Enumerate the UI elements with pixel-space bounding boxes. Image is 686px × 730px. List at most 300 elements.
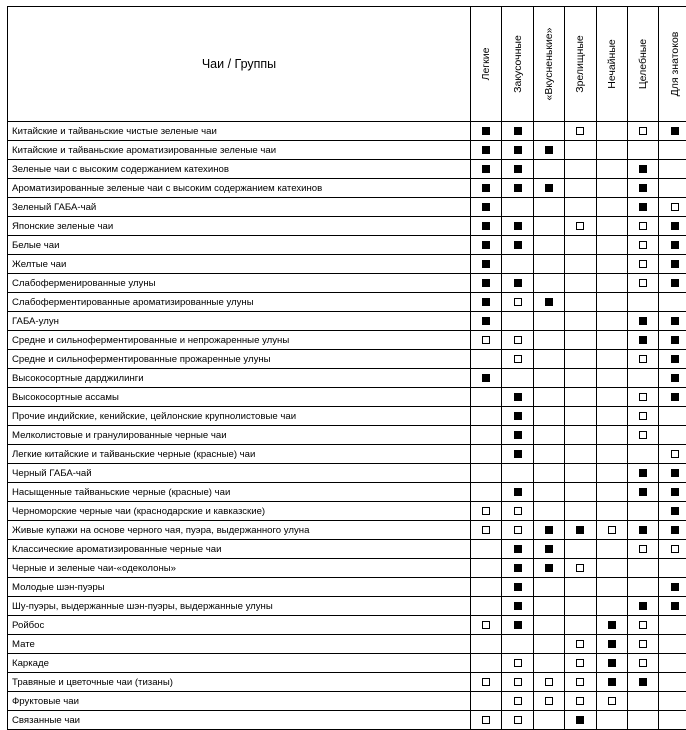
mark-cell [659, 160, 686, 179]
mark-cell [627, 217, 658, 236]
filled-square-icon [514, 431, 522, 439]
mark-cell [502, 521, 533, 540]
mark-cell [627, 654, 658, 673]
mark-cell [627, 407, 658, 426]
filled-square-icon [671, 393, 679, 401]
tea-name-cell: ГАБА-улун [8, 312, 471, 331]
table-row [8, 578, 686, 597]
mark-cell [502, 388, 533, 407]
header-row [8, 7, 686, 122]
mark-cell [565, 160, 596, 179]
table-row [8, 635, 686, 654]
table-row [8, 559, 686, 578]
mark-cell [533, 502, 564, 521]
empty-square-icon [576, 222, 584, 230]
mark-cell [659, 464, 686, 483]
table-row [8, 255, 686, 274]
mark-cell [565, 711, 596, 730]
mark-cell [502, 597, 533, 616]
filled-square-icon [482, 317, 490, 325]
mark-cell [659, 616, 686, 635]
empty-square-icon [639, 412, 647, 420]
filled-square-icon [482, 241, 490, 249]
mark-cell [502, 179, 533, 198]
column-header [627, 7, 658, 122]
mark-cell [502, 369, 533, 388]
column-header-label: Нечайные [606, 39, 618, 88]
mark-cell [596, 464, 627, 483]
empty-square-icon [545, 678, 553, 686]
empty-square-icon [576, 127, 584, 135]
mark-cell [502, 198, 533, 217]
mark-cell [502, 217, 533, 236]
filled-square-icon [514, 412, 522, 420]
mark-cell [627, 426, 658, 445]
mark-cell [596, 445, 627, 464]
mark-cell [502, 635, 533, 654]
tea-name-cell: Желтые чаи [8, 255, 471, 274]
mark-cell [471, 312, 502, 331]
tea-group-table [7, 6, 686, 730]
mark-cell [471, 597, 502, 616]
table-row [8, 369, 686, 388]
mark-cell [533, 445, 564, 464]
column-header [565, 7, 596, 122]
mark-cell [565, 464, 596, 483]
filled-square-icon [639, 488, 647, 496]
mark-cell [471, 217, 502, 236]
mark-cell [471, 426, 502, 445]
column-header-label: Для знатоков [669, 32, 681, 97]
mark-cell [659, 122, 686, 141]
mark-cell [533, 635, 564, 654]
mark-cell [502, 312, 533, 331]
mark-cell [659, 141, 686, 160]
mark-cell [565, 388, 596, 407]
mark-cell [533, 407, 564, 426]
mark-cell [502, 236, 533, 255]
empty-square-icon [576, 640, 584, 648]
table-row [8, 331, 686, 350]
filled-square-icon [576, 526, 584, 534]
mark-cell [533, 179, 564, 198]
table-row [8, 502, 686, 521]
mark-cell [596, 692, 627, 711]
empty-square-icon [576, 678, 584, 686]
empty-square-icon [639, 222, 647, 230]
filled-square-icon [514, 450, 522, 458]
empty-square-icon [639, 355, 647, 363]
mark-cell [659, 407, 686, 426]
mark-cell [659, 312, 686, 331]
mark-cell [565, 179, 596, 198]
mark-cell [471, 293, 502, 312]
empty-square-icon [639, 659, 647, 667]
empty-square-icon [514, 507, 522, 515]
mark-cell [502, 540, 533, 559]
mark-cell [471, 673, 502, 692]
tea-name-cell: Ароматизированные зеленые чаи с высоким содержанием катехинов [8, 179, 471, 198]
mark-cell [471, 578, 502, 597]
mark-cell [565, 521, 596, 540]
mark-cell [596, 426, 627, 445]
filled-square-icon [514, 583, 522, 591]
mark-cell [533, 198, 564, 217]
mark-cell [533, 654, 564, 673]
mark-cell [596, 141, 627, 160]
column-header [533, 7, 564, 122]
tea-name-cell: Зеленый ГАБА-чай [8, 198, 471, 217]
empty-square-icon [514, 678, 522, 686]
mark-cell [596, 559, 627, 578]
mark-cell [502, 654, 533, 673]
mark-cell [502, 559, 533, 578]
mark-cell [627, 692, 658, 711]
tea-name-cell: Высокосортные дарджилинги [8, 369, 471, 388]
filled-square-icon [514, 165, 522, 173]
mark-cell [627, 502, 658, 521]
mark-cell [565, 141, 596, 160]
empty-square-icon [639, 127, 647, 135]
table-row [8, 464, 686, 483]
filled-square-icon [671, 488, 679, 496]
mark-cell [565, 578, 596, 597]
mark-cell [502, 711, 533, 730]
filled-square-icon [608, 640, 616, 648]
mark-cell [533, 483, 564, 502]
filled-square-icon [671, 374, 679, 382]
tea-name-cell: Насыщенные тайваньские черные (красные) чаи [8, 483, 471, 502]
mark-cell [596, 255, 627, 274]
filled-square-icon [514, 279, 522, 287]
mark-cell [471, 350, 502, 369]
mark-cell [533, 122, 564, 141]
mark-cell [596, 407, 627, 426]
filled-square-icon [482, 260, 490, 268]
tea-name-cell: Высокосортные ассамы [8, 388, 471, 407]
mark-cell [533, 388, 564, 407]
mark-cell [471, 179, 502, 198]
mark-cell [627, 160, 658, 179]
empty-square-icon [671, 203, 679, 211]
filled-square-icon [482, 184, 490, 192]
mark-cell [596, 711, 627, 730]
mark-cell [533, 160, 564, 179]
filled-square-icon [671, 469, 679, 477]
filled-square-icon [545, 146, 553, 154]
mark-cell [659, 274, 686, 293]
mark-cell [533, 236, 564, 255]
tea-name-cell: Черные и зеленые чаи-«одеколоны» [8, 559, 471, 578]
mark-cell [502, 673, 533, 692]
mark-cell [659, 654, 686, 673]
tea-name-cell: Зеленые чаи с высоким содержанием катехинов [8, 160, 471, 179]
mark-cell [533, 274, 564, 293]
mark-cell [533, 141, 564, 160]
filled-square-icon [514, 602, 522, 610]
filled-square-icon [514, 488, 522, 496]
empty-square-icon [639, 260, 647, 268]
filled-square-icon [671, 336, 679, 344]
filled-square-icon [514, 184, 522, 192]
empty-square-icon [671, 450, 679, 458]
mark-cell [627, 540, 658, 559]
mark-cell [596, 521, 627, 540]
mark-cell [596, 635, 627, 654]
tea-name-cell: Китайские и тайваньские ароматизированные зеленые чаи [8, 141, 471, 160]
mark-cell [471, 692, 502, 711]
mark-cell [502, 255, 533, 274]
mark-cell [471, 559, 502, 578]
mark-cell [533, 521, 564, 540]
mark-cell [565, 198, 596, 217]
empty-square-icon [671, 545, 679, 553]
empty-square-icon [639, 545, 647, 553]
tea-name-cell: Травяные и цветочные чаи (тизаны) [8, 673, 471, 692]
mark-cell [565, 502, 596, 521]
column-header [471, 7, 502, 122]
empty-square-icon [639, 241, 647, 249]
mark-cell [502, 578, 533, 597]
mark-cell [565, 369, 596, 388]
filled-square-icon [514, 621, 522, 629]
mark-cell [502, 407, 533, 426]
mark-cell [596, 160, 627, 179]
mark-cell [627, 179, 658, 198]
filled-square-icon [482, 146, 490, 154]
mark-cell [627, 331, 658, 350]
mark-cell [596, 179, 627, 198]
mark-cell [533, 597, 564, 616]
mark-cell [565, 312, 596, 331]
mark-cell [471, 616, 502, 635]
filled-square-icon [639, 678, 647, 686]
table-row [8, 236, 686, 255]
mark-cell [533, 255, 564, 274]
filled-square-icon [576, 716, 584, 724]
table-row [8, 160, 686, 179]
filled-square-icon [671, 260, 679, 268]
filled-square-icon [639, 203, 647, 211]
table-row [8, 673, 686, 692]
filled-square-icon [639, 317, 647, 325]
mark-cell [627, 122, 658, 141]
mark-cell [627, 521, 658, 540]
empty-square-icon [482, 526, 490, 534]
filled-square-icon [514, 222, 522, 230]
mark-cell [471, 141, 502, 160]
mark-cell [596, 483, 627, 502]
mark-cell [596, 350, 627, 369]
empty-square-icon [514, 336, 522, 344]
table-row [8, 597, 686, 616]
table-row [8, 692, 686, 711]
mark-cell [533, 312, 564, 331]
mark-cell [596, 198, 627, 217]
filled-square-icon [639, 526, 647, 534]
mark-cell [471, 122, 502, 141]
empty-square-icon [545, 697, 553, 705]
table-row [8, 426, 686, 445]
mark-cell [533, 616, 564, 635]
filled-square-icon [671, 526, 679, 534]
mark-cell [471, 255, 502, 274]
mark-cell [565, 559, 596, 578]
mark-cell [502, 426, 533, 445]
mark-cell [596, 217, 627, 236]
column-header-label: Легкие [480, 48, 492, 81]
mark-cell [596, 616, 627, 635]
filled-square-icon [671, 507, 679, 515]
mark-cell [471, 635, 502, 654]
filled-square-icon [671, 127, 679, 135]
mark-cell [565, 331, 596, 350]
tea-name-cell: Средне и сильноферментированные прожаренные улуны [8, 350, 471, 369]
filled-square-icon [639, 469, 647, 477]
empty-square-icon [608, 697, 616, 705]
tea-name-cell: Слабоферменированные улуны [8, 274, 471, 293]
mark-cell [471, 654, 502, 673]
column-header [502, 7, 533, 122]
tea-name-cell: Фруктовые чаи [8, 692, 471, 711]
mark-cell [627, 445, 658, 464]
tea-name-cell: Молодые шэн-пуэры [8, 578, 471, 597]
empty-square-icon [514, 298, 522, 306]
mark-cell [659, 445, 686, 464]
mark-cell [565, 654, 596, 673]
mark-cell [596, 502, 627, 521]
tea-name-cell: Ройбос [8, 616, 471, 635]
mark-cell [533, 711, 564, 730]
mark-cell [565, 445, 596, 464]
empty-square-icon [482, 716, 490, 724]
filled-square-icon [482, 222, 490, 230]
mark-cell [471, 464, 502, 483]
mark-cell [565, 616, 596, 635]
empty-square-icon [514, 355, 522, 363]
filled-square-icon [671, 279, 679, 287]
mark-cell [627, 255, 658, 274]
mark-cell [502, 483, 533, 502]
mark-cell [596, 369, 627, 388]
filled-square-icon [608, 678, 616, 686]
mark-cell [659, 540, 686, 559]
mark-cell [627, 559, 658, 578]
table-row [8, 312, 686, 331]
table-row [8, 407, 686, 426]
mark-cell [596, 312, 627, 331]
tea-name-cell: Связанные чаи [8, 711, 471, 730]
mark-cell [471, 483, 502, 502]
mark-cell [627, 236, 658, 255]
mark-cell [596, 540, 627, 559]
mark-cell [627, 616, 658, 635]
mark-cell [533, 692, 564, 711]
mark-cell [533, 540, 564, 559]
filled-square-icon [671, 355, 679, 363]
mark-cell [659, 597, 686, 616]
column-header-label: Целебные [637, 39, 649, 89]
mark-cell [533, 293, 564, 312]
mark-cell [565, 274, 596, 293]
mark-cell [471, 160, 502, 179]
empty-square-icon [639, 393, 647, 401]
mark-cell [502, 464, 533, 483]
filled-square-icon [671, 317, 679, 325]
empty-square-icon [482, 507, 490, 515]
column-header-label: Зрелищные [574, 35, 586, 93]
mark-cell [565, 426, 596, 445]
mark-cell [627, 464, 658, 483]
empty-square-icon [514, 697, 522, 705]
mark-cell [502, 331, 533, 350]
mark-cell [659, 198, 686, 217]
mark-cell [502, 692, 533, 711]
tea-name-cell: Китайские и тайваньские чистые зеленые чаи [8, 122, 471, 141]
mark-cell [471, 236, 502, 255]
table-body [8, 122, 686, 730]
filled-square-icon [514, 127, 522, 135]
mark-cell [627, 141, 658, 160]
tea-name-cell: Мелколистовые и гранулированные черные чаи [8, 426, 471, 445]
mark-cell [471, 198, 502, 217]
mark-cell [627, 673, 658, 692]
mark-cell [659, 331, 686, 350]
filled-square-icon [608, 621, 616, 629]
table-row [8, 217, 686, 236]
table-row [8, 483, 686, 502]
mark-cell [659, 502, 686, 521]
mark-cell [627, 597, 658, 616]
empty-square-icon [608, 526, 616, 534]
filled-square-icon [671, 241, 679, 249]
mark-cell [502, 274, 533, 293]
corner-header: Чаи / Группы [8, 7, 471, 122]
mark-cell [627, 274, 658, 293]
empty-square-icon [639, 279, 647, 287]
column-header-label: Закусочные [512, 35, 524, 93]
mark-cell [659, 388, 686, 407]
filled-square-icon [545, 545, 553, 553]
mark-cell [533, 426, 564, 445]
mark-cell [659, 350, 686, 369]
mark-cell [533, 350, 564, 369]
tea-name-cell: Мате [8, 635, 471, 654]
filled-square-icon [671, 583, 679, 591]
tea-name-cell: Прочие индийские, кенийские, цейлонские крупнолистовые чаи [8, 407, 471, 426]
mark-cell [596, 654, 627, 673]
table-row [8, 445, 686, 464]
filled-square-icon [514, 393, 522, 401]
mark-cell [659, 426, 686, 445]
tea-name-cell: Слабоферментированные ароматизированные улуны [8, 293, 471, 312]
mark-cell [502, 350, 533, 369]
tea-name-cell: Шу-пуэры, выдержанные шэн-пуэры, выдержанные улуны [8, 597, 471, 616]
mark-cell [533, 217, 564, 236]
mark-cell [596, 274, 627, 293]
table-row [8, 179, 686, 198]
mark-cell [565, 483, 596, 502]
mark-cell [533, 331, 564, 350]
mark-cell [596, 673, 627, 692]
filled-square-icon [545, 184, 553, 192]
mark-cell [659, 578, 686, 597]
mark-cell [533, 369, 564, 388]
mark-cell [596, 236, 627, 255]
mark-cell [565, 692, 596, 711]
empty-square-icon [639, 431, 647, 439]
mark-cell [659, 293, 686, 312]
